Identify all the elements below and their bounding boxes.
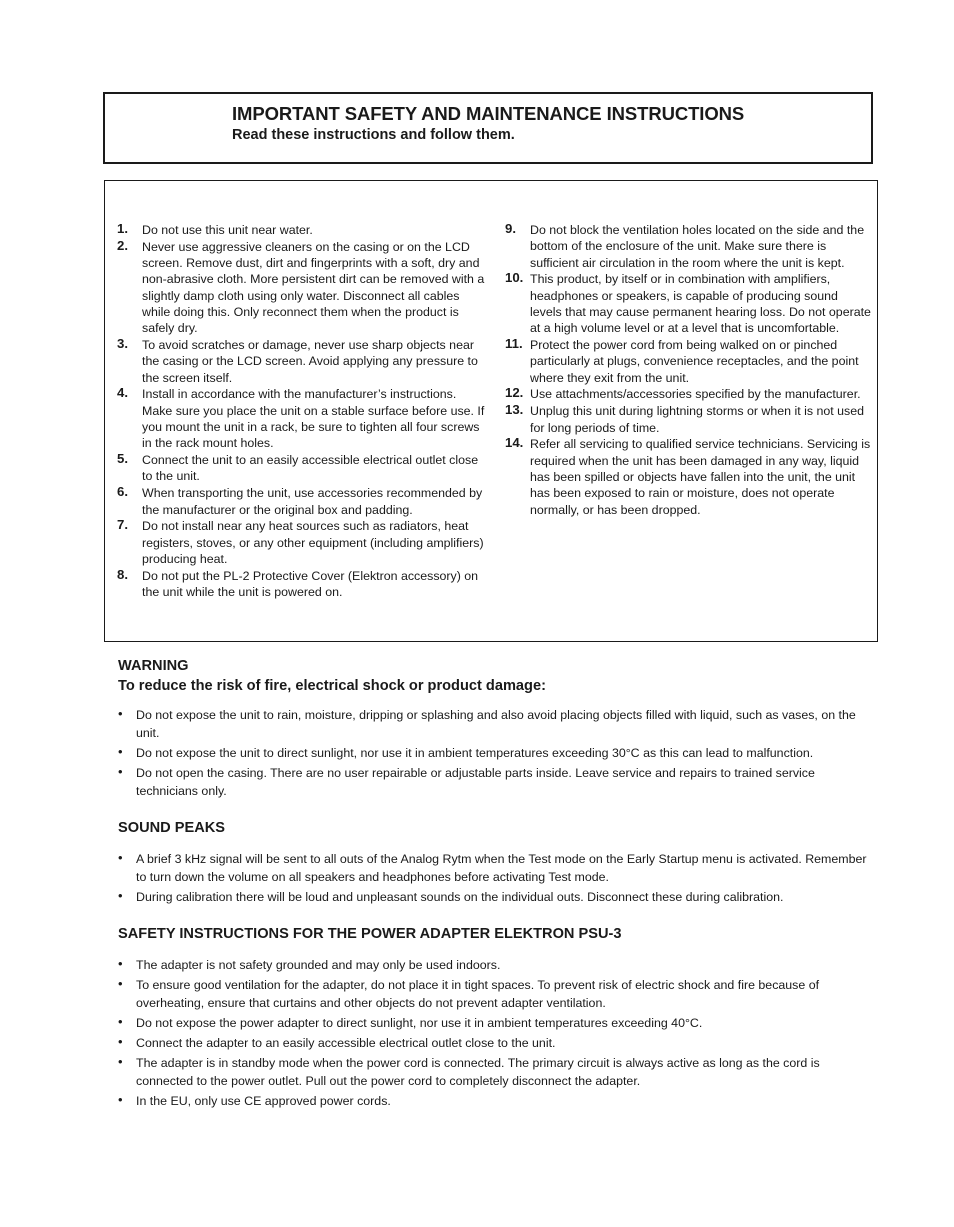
list-item-text: Connect the adapter to an easily accessible electrical outlet close to the unit.	[136, 1036, 556, 1050]
instruction-item	[117, 452, 485, 485]
list-item	[118, 764, 878, 800]
item-text: Connect the unit to an easily accessible electrical outlet close to the unit.	[142, 453, 479, 484]
item-number: 11.	[505, 336, 523, 352]
bullet-icon: •	[118, 1054, 123, 1069]
item-number: 5.	[117, 451, 128, 467]
item-text: Install in accordance with the manufacturer’s instructions. Make sure you place the unit on a stable surface before use. If you mount the unit in a rack, be sure to tighten all four screws in the rack mount holes.	[142, 387, 485, 451]
warning-section	[118, 656, 878, 802]
list-item-text: The adapter is not safety grounded and may only be used indoors.	[136, 958, 501, 972]
instruction-item	[117, 518, 485, 567]
list-item-text: Do not open the casing. There are no user repairable or adjustable parts inside. Leave service and repairs to trained service technicians only.	[136, 766, 815, 798]
item-text: To avoid scratches or damage, never use sharp objects near the casing or the LCD screen. Avoid applying any pressure to the screen itself.	[142, 338, 478, 385]
list-item-text: To ensure good ventilation for the adapter, do not place it in tight spaces. To prevent risk of electric shock and fire because of overheating, ensure that curtains and other objects do not prevent adapter ventilation.	[136, 978, 820, 1010]
instruction-item	[117, 337, 485, 386]
item-number: 8.	[117, 566, 128, 582]
page-title: IMPORTANT SAFETY AND MAINTENANCE INSTRUCTIONS	[232, 103, 745, 124]
instructions-column-right	[505, 222, 873, 518]
bullet-icon: •	[118, 764, 123, 779]
list-item	[118, 706, 878, 742]
warning-subheading: To reduce the risk of fire, electrical shock or product damage:	[118, 678, 546, 694]
list-item-text: A brief 3 kHz signal will be sent to all outs of the Analog Rytm when the Test mode on the Early Startup menu is activated. Remember to turn down the volume on all speakers and headphones before activating Test mode.	[136, 852, 867, 884]
item-text: Protect the power cord from being walked on or pinched particularly at plugs, convenience receptacles, and the point where they exit from the unit.	[530, 338, 859, 385]
bullet-icon: •	[118, 1034, 123, 1049]
instruction-item	[505, 222, 873, 271]
instruction-item	[117, 222, 485, 238]
instruction-item	[505, 436, 873, 517]
item-text: When transporting the unit, use accessories recommended by the manufacturer or the original box and padding.	[142, 486, 483, 517]
list-item-text: The adapter is in standby mode when the power cord is connected. The primary circuit is always active as long as the cord is connected to the power outlet. Pull out the power cord to completely disconnect the adapter.	[136, 1056, 820, 1088]
item-number: 7.	[117, 517, 128, 533]
instruction-item	[117, 568, 485, 601]
instruction-item	[117, 386, 485, 451]
list-item-text: Do not expose the unit to rain, moisture, dripping or splashing and also avoid placing objects filled with liquid, such as vases, on the unit.	[136, 708, 856, 740]
item-number: 14.	[505, 435, 524, 451]
item-text: Refer all servicing to qualified service technicians. Servicing is required when the unit has been damaged in any way, liquid has been spilled or objects have fallen into the unit, the unit has been exposed to rain or moisture, does not operate normally, or has been dropped.	[530, 437, 871, 517]
item-number: 2.	[117, 237, 128, 253]
sound-peaks-section	[118, 818, 878, 908]
item-number: 4.	[117, 385, 128, 401]
instruction-item	[117, 485, 485, 518]
list-item	[118, 850, 878, 886]
list-item	[118, 888, 878, 906]
instruction-item	[117, 239, 485, 337]
sound-peaks-heading: SOUND PEAKS	[118, 820, 226, 836]
item-number: 6.	[117, 484, 128, 500]
bullet-icon: •	[118, 744, 123, 759]
item-text: Never use aggressive cleaners on the casing or on the LCD screen. Remove dust, dirt and fingerprints with a soft, dry and non-abrasive cloth. More persistent dirt can be removed with a slightly damp cloth using only water. Disconnect all cables while doing this. Only reconnect them when the product is safely dry.	[142, 239, 485, 336]
bullet-icon: •	[118, 1092, 123, 1107]
list-item-text: In the EU, only use CE approved power cords.	[136, 1094, 391, 1108]
instruction-item	[505, 271, 873, 336]
item-text: Do not use this unit near water.	[142, 223, 313, 237]
item-number: 13.	[505, 402, 524, 418]
list-item	[118, 1092, 878, 1110]
item-number: 3.	[117, 336, 128, 352]
item-number: 9.	[505, 221, 516, 236]
item-number: 12.	[505, 385, 524, 401]
item-text: Do not install near any heat sources such as radiators, heat registers, stoves, or any other equipment (including amplifiers) producing heat.	[142, 519, 484, 566]
list-item	[118, 1034, 878, 1052]
instruction-item	[505, 403, 873, 436]
instructions-column-left	[117, 222, 485, 601]
bullet-icon: •	[118, 850, 123, 865]
list-item	[118, 956, 878, 974]
page-subtitle: Read these instructions and follow them.	[232, 127, 515, 143]
list-item	[118, 976, 878, 1012]
psu-list	[118, 956, 878, 1110]
list-item-text: Do not expose the power adapter to direct sunlight, nor use it in ambient temperatures exceeding 40°C.	[136, 1016, 703, 1030]
bullet-icon: •	[118, 888, 123, 903]
bullet-icon: •	[118, 956, 123, 971]
item-number: 1.	[117, 221, 128, 236]
item-text: Do not block the ventilation holes located on the side and the bottom of the enclosure of the unit. Make sure there is sufficient air circulation in the room where the unit is kept.	[530, 223, 865, 270]
bullet-icon: •	[118, 706, 123, 721]
item-number: 10.	[505, 270, 524, 286]
list-item	[118, 744, 878, 762]
item-text: This product, by itself or in combination with amplifiers, headphones or speakers, is capable of producing sound levels that may cause permanent hearing loss. Do not operate at a high volume level or at a level that is uncomfortable.	[530, 272, 871, 336]
psu-heading: SAFETY INSTRUCTIONS FOR THE POWER ADAPTER ELEKTRON PSU-3	[118, 926, 622, 942]
list-item-text: Do not expose the unit to direct sunlight, nor use it in ambient temperatures exceeding 30°C as this can lead to malfunction.	[136, 746, 814, 760]
list-item-text: During calibration there will be loud and unpleasant sounds on the individual outs. Disconnect these during calibration.	[136, 890, 784, 904]
instructions-box	[104, 180, 878, 642]
list-item	[118, 1054, 878, 1090]
warning-list	[118, 706, 878, 800]
list-item	[118, 1014, 878, 1032]
item-text: Unplug this unit during lightning storms or when it is not used for long periods of time.	[530, 404, 865, 435]
item-text: Use attachments/accessories specified by the manufacturer.	[530, 387, 861, 402]
psu-section	[118, 924, 878, 1112]
item-text: Do not put the PL-2 Protective Cover (Elektron accessory) on the unit while the unit is powered on.	[142, 568, 479, 600]
instruction-item	[505, 337, 873, 386]
bullet-icon: •	[118, 976, 123, 991]
sound-peaks-list	[118, 850, 878, 906]
header-box	[103, 92, 873, 164]
bullet-icon: •	[118, 1014, 123, 1029]
instruction-item	[505, 386, 873, 402]
warning-heading: WARNING	[118, 658, 189, 674]
